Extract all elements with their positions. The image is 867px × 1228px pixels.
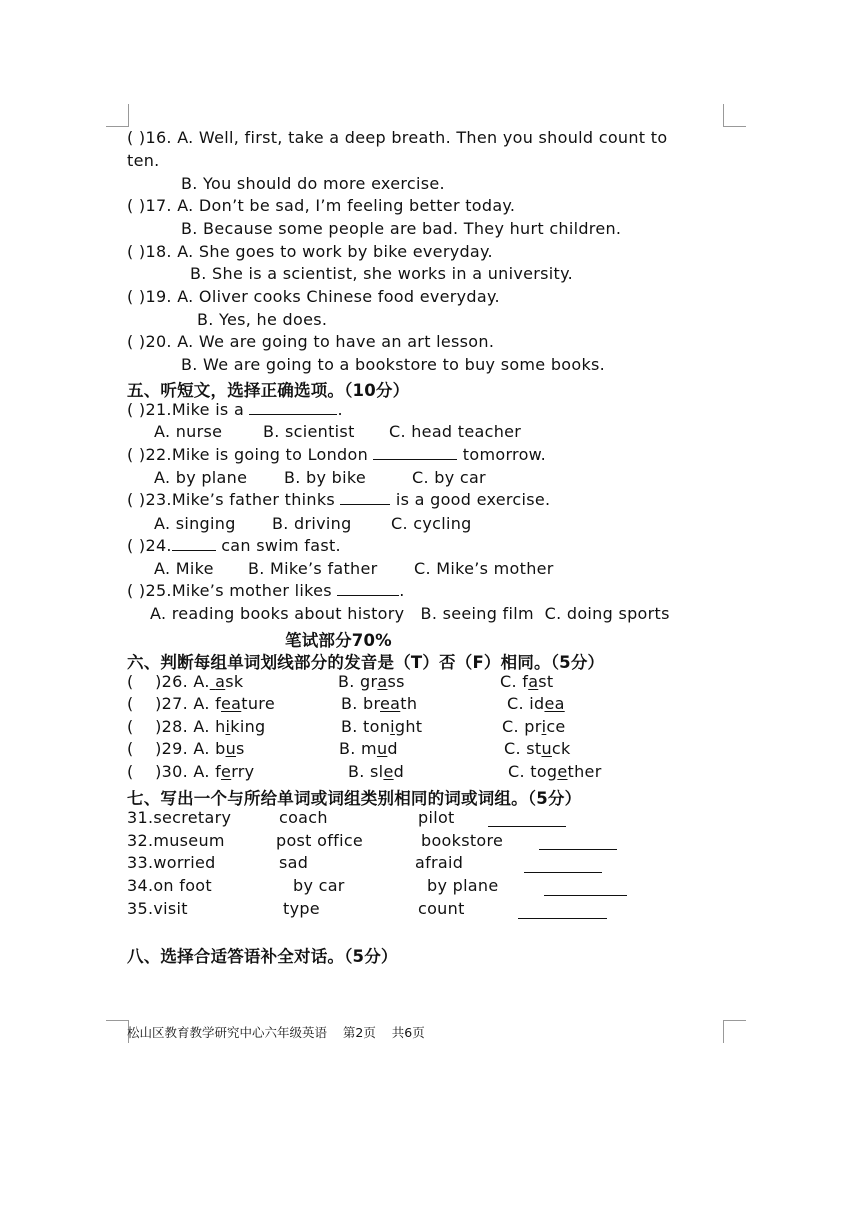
q20-option-a: ( )20. A. We are going to have an art lesson. <box>127 332 495 351</box>
crop-mark-top-right <box>723 104 746 127</box>
q33-answer-blank <box>524 872 602 873</box>
q34-answer-blank <box>544 895 627 896</box>
q34-word-3: by plane <box>427 876 499 895</box>
q35-answer-blank <box>518 918 607 919</box>
q22-option-b: B. by bike <box>284 468 366 487</box>
q26-option-b: B. grass <box>338 672 405 691</box>
crop-mark-bottom-left <box>106 1020 129 1043</box>
q30-option-c: C. together <box>508 762 602 781</box>
q16-option-a-cont: ten. <box>127 151 160 170</box>
q29-option-b: B. mud <box>339 739 398 758</box>
section-8-heading: 八、选择合适答语补全对话。（5分） <box>127 947 398 966</box>
q17-option-b: B. Because some people are bad. They hurt children. <box>181 219 622 238</box>
q16-option-a: ( )16. A. Well, first, take a deep breath. Then you should count to <box>127 128 668 147</box>
q19-option-b: B. Yes, he does. <box>197 310 328 329</box>
q32-answer-blank <box>539 849 617 850</box>
q21-option-c: C. head teacher <box>389 422 522 441</box>
q27-option-a: ( )27. A. feature <box>127 694 275 713</box>
crop-mark-bottom-right <box>723 1020 746 1043</box>
q34-word-2: by car <box>293 876 345 895</box>
q32-word-1: 32.museum <box>127 831 225 850</box>
q27-option-b: B. breath <box>341 694 418 713</box>
q22-option-c: C. by car <box>412 468 486 487</box>
section-7-heading: 七、写出一个与所给单词或词组类别相同的词或词组。（5分） <box>127 789 582 808</box>
q22-option-a: A. by plane <box>154 468 248 487</box>
section-5-heading: 五、听短文，选择正确选项。（10分） <box>127 381 410 400</box>
q31-answer-blank <box>488 826 566 827</box>
q30-option-b: B. sled <box>348 762 405 781</box>
q21-option-a: A. nurse <box>154 422 223 441</box>
q32-word-2: post office <box>276 831 364 850</box>
section-6-heading: 六、判断每组单词划线部分的发音是（T）否（F）相同。（5分） <box>127 653 605 672</box>
q28-option-b: B. tonight <box>341 717 423 736</box>
q31-word-3: pilot <box>418 808 455 827</box>
q24-option-c: C. Mike’s mother <box>414 559 554 578</box>
page-footer: 松山区教育教学研究中心六年级英语 第2页 共6页 <box>127 1025 425 1040</box>
q26-option-a: ( )26. A. ask <box>127 672 244 691</box>
q33-word-3: afraid <box>415 853 464 872</box>
q30-option-a: ( )30. A. ferry <box>127 762 255 781</box>
q27-option-c: C. idea <box>507 694 565 713</box>
q23-option-c: C. cycling <box>391 514 472 533</box>
q29-option-c: C. stuck <box>504 739 571 758</box>
written-part-heading: 笔试部分70% <box>285 631 392 650</box>
q32-word-3: bookstore <box>421 831 504 850</box>
q28-option-c: C. price <box>502 717 566 736</box>
q24-option-b: B. Mike’s father <box>248 559 378 578</box>
crop-mark-top-left <box>106 104 129 127</box>
q20-option-b: B. We are going to a bookstore to buy some books. <box>181 355 606 374</box>
q24-stem: ( )24. can swim fast. <box>127 536 341 555</box>
q18-option-b: B. She is a scientist, she works in a university. <box>190 264 573 283</box>
q21-option-b: B. scientist <box>263 422 355 441</box>
q16-option-b: B. You should do more exercise. <box>181 174 445 193</box>
q17-option-a: ( )17. A. Don’t be sad, I’m feeling better today. <box>127 196 516 215</box>
q21-stem: ( )21.Mike is a . <box>127 400 343 419</box>
q19-option-a: ( )19. A. Oliver cooks Chinese food everyday. <box>127 287 500 306</box>
q23-option-a: A. singing <box>154 514 236 533</box>
q33-word-2: sad <box>279 853 309 872</box>
q29-option-a: ( )29. A. bus <box>127 739 245 758</box>
q18-option-a: ( )18. A. She goes to work by bike everyday. <box>127 242 493 261</box>
q31-word-1: 31.secretary <box>127 808 232 827</box>
q35-word-3: count <box>418 899 465 918</box>
q35-word-1: 35.visit <box>127 899 188 918</box>
q31-word-2: coach <box>279 808 328 827</box>
q34-word-1: 34.on foot <box>127 876 212 895</box>
q25-options: A. reading books about history B. seeing film C. doing sports <box>150 604 670 623</box>
q28-option-a: ( )28. A. hiking <box>127 717 266 736</box>
q22-stem: ( )22.Mike is going to London tomorrow. <box>127 445 546 464</box>
q25-stem: ( )25.Mike’s mother likes . <box>127 581 405 600</box>
q26-option-c: C. fast <box>500 672 554 691</box>
q35-word-2: type <box>283 899 320 918</box>
q23-stem: ( )23.Mike’s father thinks is a good exercise. <box>127 490 551 509</box>
q33-word-1: 33.worried <box>127 853 216 872</box>
q24-option-a: A. Mike <box>154 559 214 578</box>
q23-option-b: B. driving <box>272 514 352 533</box>
